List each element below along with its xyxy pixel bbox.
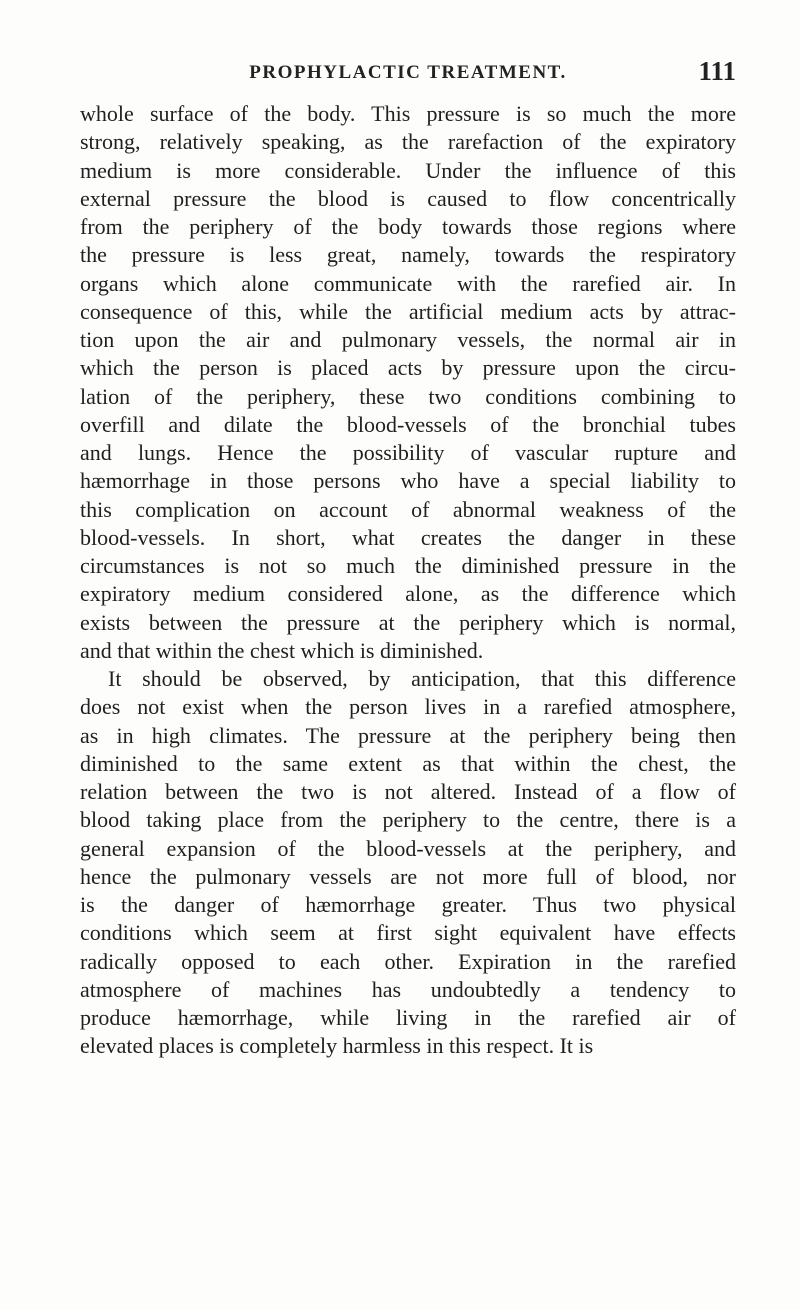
text-line: hæmorrhage in those persons who have a special liability to [80,468,736,494]
text-line: general expansion of the blood-vessels at the periphery, and [80,835,736,861]
text-line: blood-vessels. In short, what creates the danger in these [80,524,736,550]
running-head [80,56,736,86]
text-line: It should be observed, by anticipation, that this difference [108,666,736,691]
text-line: as in high climates. The pressure at the periphery being then [80,722,736,748]
text-line: does not exist when the person lives in a rarefied atmosphere, [80,694,736,720]
text-line: this complication on account of abnormal weakness of the [80,496,736,522]
text-line: overfill and dilate the blood-vessels of the bronchial tubes [80,411,736,437]
text-line: is the danger of hæmorrhage greater. Thus two physical [80,892,736,917]
text-line: consequence of this, while the artificial medium acts by attrac- [80,298,736,324]
text-line: tion upon the air and pulmonary vessels, the normal air in [80,327,736,352]
text-line: expiratory medium considered alone, as the difference which [80,581,736,607]
text-line: and that within the chest which is diminished. [80,637,484,663]
text-line: strong, relatively speaking, as the rarefaction of the expiratory [80,129,736,155]
text-line: the pressure is less great, namely, towards the respiratory [80,242,736,268]
text-line: radically opposed to each other. Expiration in the rarefied [80,948,736,974]
text-line: conditions which seem at first sight equivalent have effects [80,920,736,946]
text-line: organs which alone communicate with the rarefied air. In [80,270,736,296]
text-line: medium is more considerable. Under the influence of this [80,157,736,183]
text-line: hence the pulmonary vessels are not more full of blood, nor [80,863,736,889]
text-line: blood taking place from the periphery to the centre, there is a [80,807,736,833]
text-line: produce hæmorrhage, while living in the rarefied air of [80,1005,736,1030]
page-number: 111 [698,56,736,86]
text-line: exists between the pressure at the periphery which is normal, [80,609,736,635]
text-line: elevated places is completely harmless in this respect. It is [80,1033,594,1059]
running-title: PROPHYLACTIC TREATMENT. [249,62,567,83]
paragraph [80,100,736,665]
text-line: atmosphere of machines has undoubtedly a tendency to [80,976,736,1002]
text-line: whole surface of the body. This pressure is so much the more [80,101,736,126]
text-line: from the periphery of the body towards those regions where [80,214,736,239]
text-line: circumstances is not so much the diminished pressure in the [80,553,736,578]
text-line: external pressure the blood is caused to flow concentrically [80,185,736,211]
body-text [80,100,736,1061]
text-line: relation between the two is not altered. Instead of a flow of [80,779,736,804]
text-line: diminished to the same extent as that within the chest, the [80,750,736,776]
text-line: which the person is placed acts by pressure upon the circu- [80,355,736,381]
paragraph [80,665,736,1061]
text-line: lation of the periphery, these two conditions combining to [80,383,736,409]
text-line: and lungs. Hence the possibility of vascular rupture and [80,440,736,465]
